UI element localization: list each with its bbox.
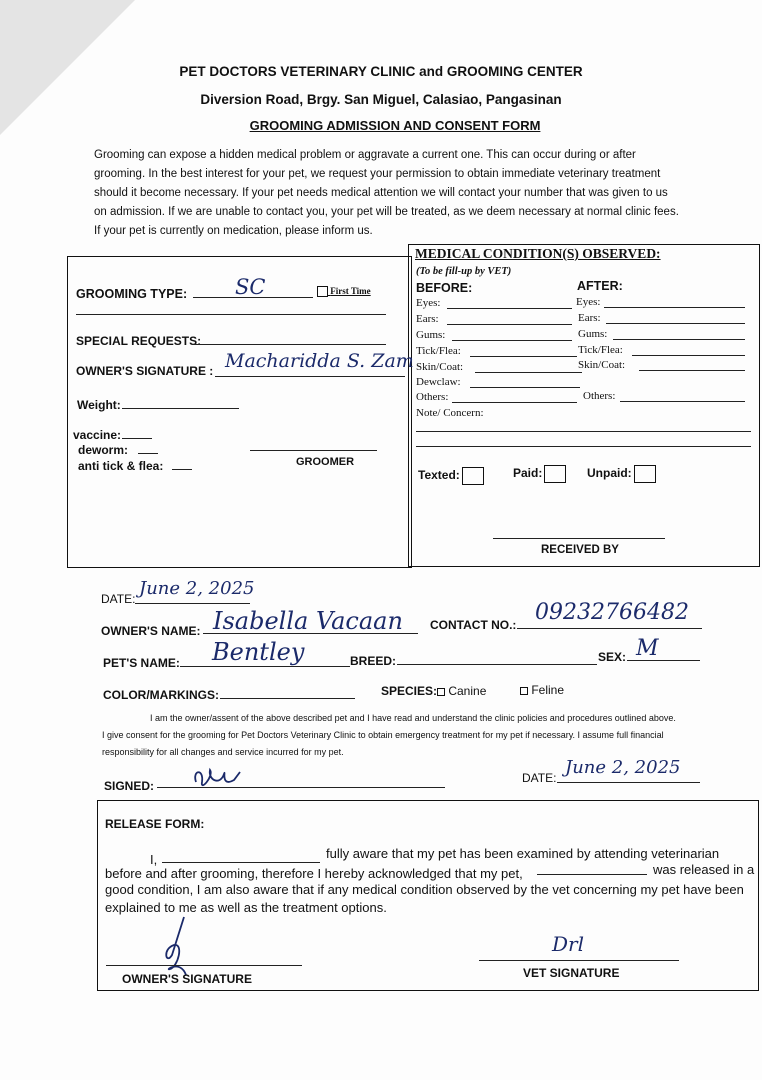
before-item-line[interactable] bbox=[470, 387, 580, 388]
release-line3: good condition, I am also aware that if any medical condition observed by the vet concerning my pet have been bbox=[105, 882, 744, 897]
signed-date-line bbox=[557, 782, 700, 783]
after-label: AFTER: bbox=[577, 279, 623, 293]
grooming-type-extra-line bbox=[76, 314, 386, 315]
special-requests-label: SPECIAL REQUESTS: bbox=[76, 334, 202, 348]
owner-signature-line bbox=[215, 376, 405, 377]
clinic-address: Diversion Road, Brgy. San Miguel, Calasiao, Pangasinan bbox=[200, 92, 562, 107]
release-line4: explained to me as well as the treatment options. bbox=[105, 900, 387, 915]
texted-option[interactable] bbox=[418, 467, 484, 485]
texted-checkbox[interactable] bbox=[462, 467, 484, 485]
antitick-label: anti tick & flea: bbox=[78, 459, 164, 473]
signed-date-label: DATE: bbox=[522, 771, 557, 785]
owner-signature-release-label: OWNER'S SIGNATURE bbox=[122, 972, 252, 986]
before-item-line[interactable] bbox=[447, 308, 572, 309]
species-label: SPECIES: bbox=[381, 684, 438, 698]
vet-signature-value: Drl bbox=[552, 932, 584, 956]
intro-line: should it become necessary. If your pet needs medical attention we will contact your number that was given to us bbox=[94, 187, 668, 199]
paid-label: Paid: bbox=[513, 466, 543, 481]
after-item-label: Ears: bbox=[578, 312, 601, 324]
unpaid-label: Unpaid: bbox=[587, 466, 632, 481]
pet-name-line bbox=[180, 666, 350, 667]
before-item-label: Skin/Coat: bbox=[416, 361, 464, 373]
intro-line: grooming. In the best interest for your pet, we request your permission to obtain immediate veterinary treatment bbox=[94, 168, 661, 180]
owner-name-label: OWNER'S NAME: bbox=[101, 624, 201, 638]
feline-option[interactable] bbox=[520, 683, 564, 697]
first-time-option[interactable] bbox=[317, 286, 371, 297]
owner-name-value: Isabella Vacaan bbox=[213, 607, 403, 635]
feline-checkbox[interactable] bbox=[520, 687, 528, 695]
groomer-label: GROOMER bbox=[296, 456, 355, 468]
before-item-label: Tick/Flea: bbox=[416, 345, 461, 357]
unpaid-checkbox[interactable] bbox=[634, 465, 656, 483]
release-line1-start: I, bbox=[150, 852, 158, 867]
deworm-label: deworm: bbox=[78, 443, 129, 457]
after-item-line[interactable] bbox=[606, 323, 745, 324]
after-item-label: Tick/Flea: bbox=[578, 344, 623, 356]
note-label: Note/ Concern: bbox=[416, 407, 484, 419]
contact-line bbox=[517, 628, 702, 629]
after-item-line[interactable] bbox=[613, 339, 745, 340]
weight-line[interactable] bbox=[122, 408, 239, 409]
sex-value: M bbox=[636, 636, 659, 661]
groomer-line bbox=[250, 450, 377, 451]
unpaid-option[interactable] bbox=[587, 465, 656, 483]
breed-line[interactable] bbox=[397, 664, 597, 665]
after-item-line[interactable] bbox=[639, 370, 745, 371]
breed-label: BREED: bbox=[350, 654, 397, 668]
release-pet-name-line[interactable] bbox=[537, 874, 647, 875]
medical-title: MEDICAL CONDITION(S) OBSERVED: bbox=[415, 246, 661, 261]
weight-label: Weight: bbox=[77, 398, 121, 412]
paid-option[interactable] bbox=[513, 465, 566, 483]
antitick-line[interactable] bbox=[172, 469, 192, 470]
vet-signature-line bbox=[479, 960, 679, 961]
clinic-name: PET DOCTORS VETERINARY CLINIC and GROOMING CENTER bbox=[179, 64, 583, 79]
release-line2-end: was released in a bbox=[653, 862, 755, 877]
note-line-1[interactable] bbox=[416, 431, 751, 432]
after-item-line[interactable] bbox=[620, 401, 745, 402]
grooming-panel bbox=[67, 256, 412, 568]
before-item-label: Gums: bbox=[416, 329, 446, 341]
owner-signature-value: Macharidda S. Zam bbox=[225, 350, 414, 372]
paid-checkbox[interactable] bbox=[544, 465, 566, 483]
owner-signature-label: OWNER'S SIGNATURE : bbox=[76, 364, 214, 378]
signed-date-value: June 2, 2025 bbox=[565, 757, 681, 778]
owner-signature-release-line bbox=[106, 965, 302, 966]
canine-label: Canine bbox=[448, 684, 487, 698]
release-line1-end: fully aware that my pet has been examined by attending veterinarian bbox=[326, 846, 720, 861]
before-item-line[interactable] bbox=[470, 356, 577, 357]
pet-name-value: Bentley bbox=[212, 638, 305, 666]
before-item-label: Dewclaw: bbox=[416, 376, 461, 388]
before-item-label: Eyes: bbox=[416, 297, 441, 309]
feline-label: Feline bbox=[531, 683, 565, 697]
after-item-label: Eyes: bbox=[576, 296, 601, 308]
after-item-line[interactable] bbox=[604, 307, 745, 308]
canine-checkbox[interactable] bbox=[437, 688, 445, 696]
contact-label: CONTACT NO.: bbox=[430, 618, 517, 632]
canine-option[interactable] bbox=[437, 684, 486, 698]
signed-signature-scribble bbox=[190, 762, 242, 794]
consent-line: I give consent for the grooming for Pet Doctors Veterinary Clinic to obtain emergency treatment for my pet if necessary. I assume full financial bbox=[102, 730, 664, 740]
after-item-label: Others: bbox=[583, 390, 616, 402]
intro-line: Grooming can expose a hidden medical problem or aggravate a current one. This can occur during or after bbox=[94, 149, 636, 161]
release-owner-name-line[interactable] bbox=[162, 862, 320, 863]
received-by-label: RECEIVED BY bbox=[541, 544, 619, 556]
intro-paragraph bbox=[94, 146, 679, 241]
color-line[interactable] bbox=[220, 698, 355, 699]
date-value: June 2, 2025 bbox=[139, 578, 255, 599]
before-item-line[interactable] bbox=[475, 372, 582, 373]
before-item-label: Others: bbox=[416, 391, 449, 403]
vaccine-label: vaccine: bbox=[73, 428, 122, 442]
grooming-type-label: GROOMING TYPE: bbox=[76, 287, 188, 301]
before-item-line[interactable] bbox=[447, 324, 572, 325]
color-label: COLOR/MARKINGS: bbox=[103, 688, 219, 702]
deworm-line[interactable] bbox=[138, 453, 158, 454]
before-item-line[interactable] bbox=[452, 402, 577, 403]
pet-name-label: PET'S NAME: bbox=[103, 656, 180, 670]
before-item-label: Ears: bbox=[416, 313, 439, 325]
grooming-type-value: SC bbox=[235, 275, 266, 299]
before-label: BEFORE: bbox=[416, 281, 473, 295]
consent-line: I am the owner/assent of the above described pet and I have read and understand the clinic policies and procedures outlined above. bbox=[150, 713, 676, 723]
medical-subtitle: (To be fill-up by VET) bbox=[416, 266, 512, 277]
date-label: DATE: bbox=[101, 592, 136, 606]
vaccine-line[interactable] bbox=[122, 438, 152, 439]
sex-label: SEX: bbox=[598, 650, 627, 664]
release-line2-start: before and after grooming, therefore I hereby acknowledged that my pet, bbox=[105, 866, 523, 881]
special-requests-line[interactable] bbox=[192, 344, 386, 345]
first-time-checkbox[interactable] bbox=[317, 286, 328, 297]
after-item-label: Skin/Coat: bbox=[578, 359, 626, 371]
vet-signature-label: VET SIGNATURE bbox=[523, 966, 620, 980]
form-title: GROOMING ADMISSION AND CONSENT FORM bbox=[249, 118, 541, 133]
texted-label: Texted: bbox=[418, 468, 460, 483]
intro-line: on admission. If we are unable to contact you, your pet will be treated, as we deem necessary at normal clinic fees. bbox=[94, 206, 679, 218]
before-item-line[interactable] bbox=[452, 340, 572, 341]
first-time-label: First Time bbox=[330, 286, 371, 296]
after-item-label: Gums: bbox=[578, 328, 608, 340]
signed-label: SIGNED: bbox=[104, 779, 155, 793]
after-item-line[interactable] bbox=[632, 355, 745, 356]
release-title: RELEASE FORM: bbox=[105, 817, 205, 831]
contact-value: 09232766482 bbox=[535, 600, 689, 625]
note-line-2[interactable] bbox=[416, 446, 751, 447]
date-line bbox=[135, 603, 250, 604]
received-by-line bbox=[493, 538, 665, 539]
intro-line: If your pet is currently on medication, please inform us. bbox=[94, 225, 373, 237]
consent-line: responsibility for all changes and service incurred for my pet. bbox=[102, 747, 344, 757]
